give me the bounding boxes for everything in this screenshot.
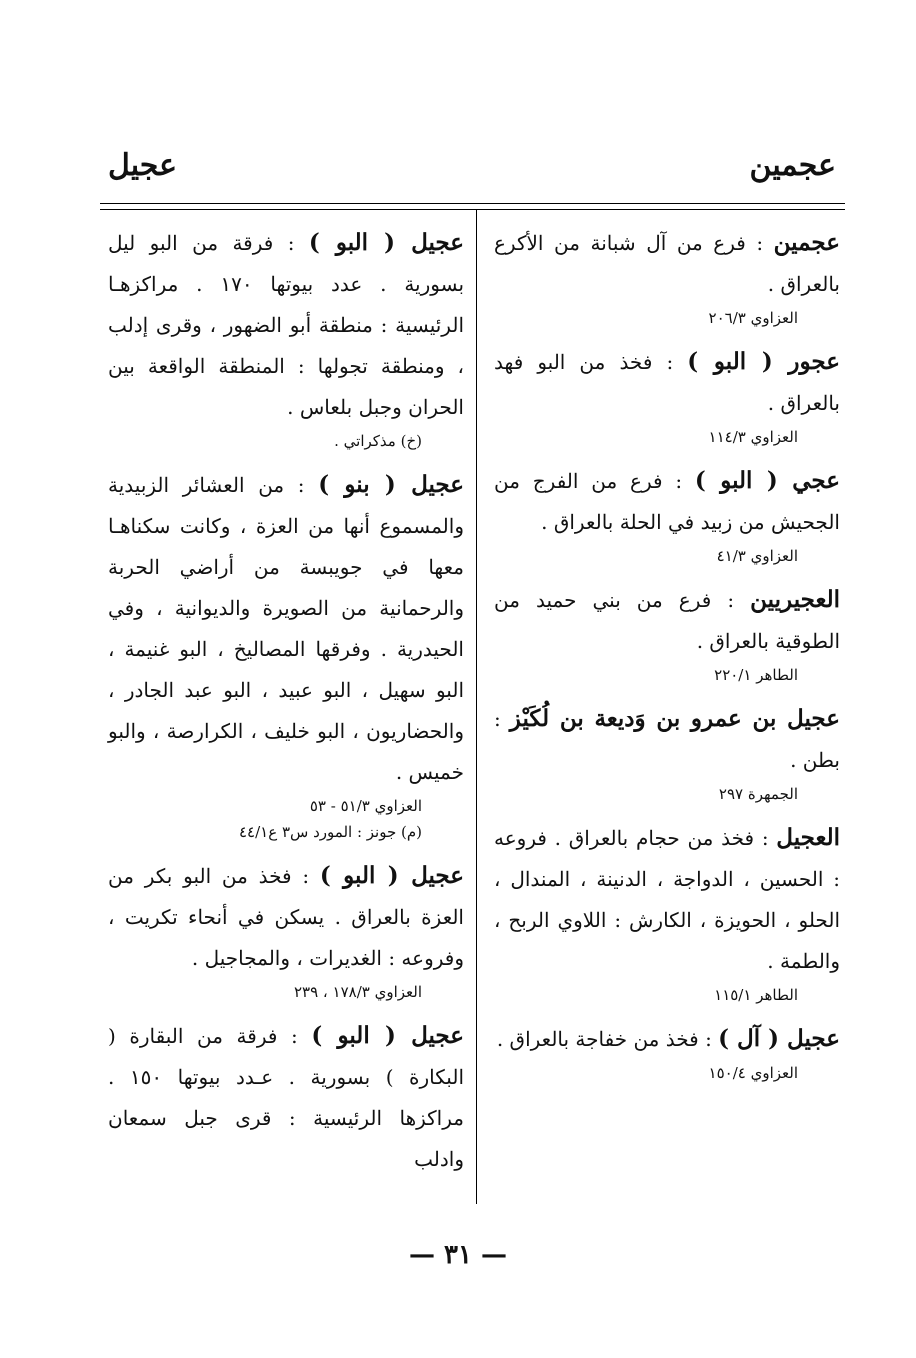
entry-definition: : فرع من بني حميد من الطوقية بالعراق . xyxy=(494,588,840,653)
running-head-left: عجيل xyxy=(108,148,178,183)
page-number: — ٣١ — xyxy=(408,1240,508,1270)
entry-reference: العزاوي ١١٤/٣ xyxy=(708,428,798,446)
dictionary-entry xyxy=(494,698,840,807)
entry-text xyxy=(494,460,840,543)
header-rule-bottom xyxy=(100,209,845,210)
entry-definition: : فخذ من خفاجة بالعراق . xyxy=(496,1027,719,1051)
entry-text xyxy=(108,464,464,793)
entry-headword: عجيل ( البو ) xyxy=(308,229,465,256)
entry-reference: العزاوي ٥١/٣ - ٥٣ xyxy=(309,797,422,815)
entry-text xyxy=(108,855,464,979)
entry-headword: عجمين xyxy=(773,229,840,256)
entry-headword: العجيل xyxy=(776,824,840,851)
entry-reference: الجمهرة ٢٩٧ xyxy=(718,785,798,803)
entry-reference: الطاهر ٢٢٠/١ xyxy=(714,666,798,684)
entry-headword: عجور ( البو ) xyxy=(687,348,840,375)
entry-reference: العزاوي ٤١/٣ xyxy=(716,547,798,565)
header-rule-top xyxy=(100,203,845,204)
entry-definition: : فخذ من البو فهد بالعراق . xyxy=(494,350,840,415)
entry-headword: عجيل ( آل ) xyxy=(718,1025,840,1052)
entry-definition: : فرع من الفرج من الجحيش من زبيد في الحلة بالعراق . xyxy=(494,469,840,534)
dictionary-entry xyxy=(494,1018,840,1086)
right-column xyxy=(494,222,840,1096)
dictionary-entry xyxy=(494,341,840,450)
entry-definition: : بطن . xyxy=(494,707,840,772)
dictionary-entry xyxy=(108,855,464,1005)
dictionary-entry xyxy=(494,579,840,688)
entry-text xyxy=(494,579,840,662)
dictionary-entry xyxy=(108,222,464,454)
entry-definition: : من العشائر الزبيدية والمسموع أنها من العزة ، وكانت سكناهـا معها في جويبسة من أراضي الحربة والرحمانية من الصويرة والديوانية ، وفي الحيدرية . وفرقها المصاليخ ، البو غنيمة ، البو سهيل ، البو عبيد ، البو عبد الجادر ، والحضاريون ، البو خليف ، الكرارصة ، والبو خميس . xyxy=(108,473,464,784)
entry-definition: : فرقة من البو ليل بسورية . عدد بيوتها ١٧٠ . مراكزهـا الرئيسية : منطقة أبو الضهور ، وقرى إدلب ، ومنطقة تجولها : المنطقة الواقعة بين الحران وجبل بلعاس . xyxy=(108,231,465,419)
entry-reference: (م) جونز : المورد س٣ ع٤٤/١ xyxy=(239,823,422,841)
entry-definition: : فخذ من حجام بالعراق . فروعه : الحسين ، الدواجة ، الدنينة ، المندال ، الحلو ، الحويزة ، الكارش : اللاوي الربح ، والطمة . xyxy=(494,826,840,973)
left-column xyxy=(108,222,464,1190)
dictionary-entry xyxy=(108,1015,464,1180)
entry-text xyxy=(108,222,464,428)
entry-reference: الطاهر ١١٥/١ xyxy=(714,986,798,1004)
entry-text xyxy=(108,1015,464,1180)
dictionary-entry xyxy=(494,460,840,569)
dictionary-entry xyxy=(494,222,840,331)
entry-headword: عجيل ( بنو ) xyxy=(318,471,464,498)
entry-headword: عجيل ( البو ) xyxy=(319,862,465,889)
dictionary-entry xyxy=(108,464,464,845)
dictionary-entry xyxy=(494,817,840,1008)
entry-headword: عجيل ( البو ) xyxy=(311,1022,464,1049)
entry-text xyxy=(494,817,840,982)
entry-definition: : فخذ من البو بكر من العزة بالعراق . يسكن في أنحاء تكريت ، وفروعه : الغديرات ، والمجاجيل . xyxy=(108,864,464,970)
entry-reference: العزاوي ٢٠٦/٣ xyxy=(708,309,798,327)
entry-reference: العزاوي ١٧٨/٣ ، ٢٣٩ xyxy=(293,983,422,1001)
entry-text xyxy=(494,222,840,305)
entry-definition: : فرع من آل شبانة من الأكرع بالعراق . xyxy=(494,231,840,296)
running-head-right: عجمين xyxy=(749,148,836,183)
entry-reference: العزاوي ١٥٠/٤ xyxy=(708,1064,798,1082)
entry-headword: العجيريين xyxy=(750,586,840,613)
entry-headword: عجي ( البو ) xyxy=(694,467,840,494)
entry-text xyxy=(494,1018,840,1060)
entry-reference: (خ) مذكراتي . xyxy=(334,432,422,450)
entry-definition: : فرقة من البقارة ( البكارة ) بسورية . عـدد بيوتها ١٥٠ . مراكزها الرئيسية : قرى جبل سمعان وادلب xyxy=(108,1024,464,1171)
entry-headword: عجيل بن عمرو بن وَديعة بن لُكَيْز xyxy=(509,705,840,732)
column-divider xyxy=(476,209,477,1204)
entry-text xyxy=(494,698,840,781)
entry-text xyxy=(494,341,840,424)
